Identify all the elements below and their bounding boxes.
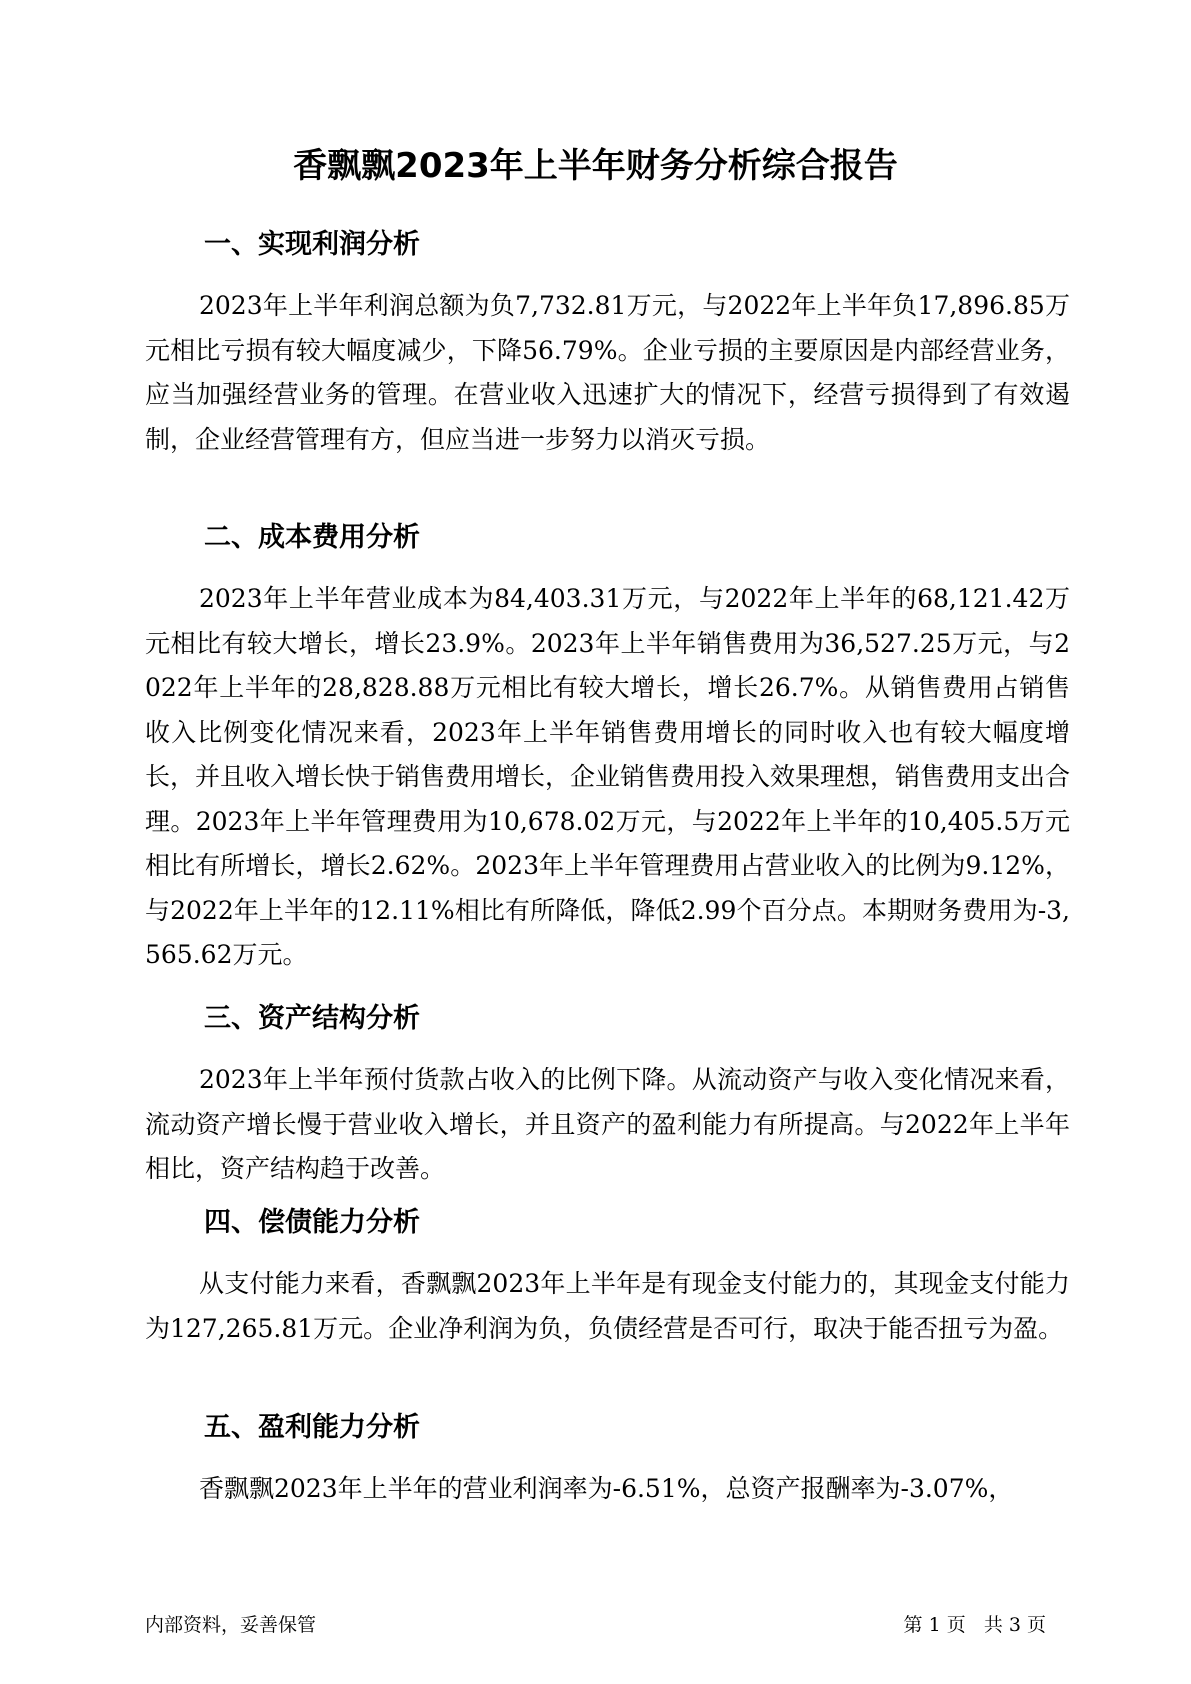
section-paragraph: 2023年上半年利润总额为负7,732.81万元，与2022年上半年负17,896.85万元相比亏损有较大幅度减少，下降56.79%。企业亏损的主要原因是内部经营业务，应当加强经营业务的管理。在营业收入迅速扩大的情况下，经营亏损得到了有效遏制，企业经营管理有方，但应当进一步努力以消灭亏损。 [145, 291, 1070, 454]
section-paragraph: 2023年上半年营业成本为84,403.31万元，与2022年上半年的68,121.42万元相比有较大增长，增长23.9%。2023年上半年销售费用为36,527.25万元，与2022年上半年的28,828.88万元相比有较大增长，增长26.7%。从销售费用占销售收入比例变化情况来看，2023年上半年销售费用增长的同时收入也有较大幅度增长，并且收入增长快于销售费用增长，企业销售费用投入效果理想，销售费用支出合理。2023年上半年管理费用为10,678.02万元，与2022年上半年的10,405.5万元相比有所增长，增长2.62%。2023年上半年管理费用占营业收入的比例为9.12%，与2022年上半年的12.11%相比有所降低，降低2.99个百分点。本期财务费用为-3,565.62万元。 [145, 584, 1071, 969]
section-heading: 五、盈利能力分析 [204, 1412, 420, 1443]
section-paragraph: 香飘飘2023年上半年的营业利润率为-6.51%，总资产报酬率为-3.07%， [199, 1474, 1014, 1503]
footer-page-number: 第 1 页 共 3 页 [903, 1614, 1046, 1636]
section-cost-analysis [145, 521, 1070, 978]
section-asset-structure-analysis [145, 1002, 1070, 1192]
section-profitability-analysis [145, 1411, 1070, 1512]
footer-confidential-note: 内部资料，妥善保管 [145, 1614, 317, 1636]
section-heading: 一、实现利润分析 [204, 229, 420, 260]
section-paragraph: 2023年上半年预付货款占收入的比例下降。从流动资产与收入变化情况来看，流动资产增长慢于营业收入增长，并且资产的盈利能力有所提高。与2022年上半年相比，资产结构趋于改善。 [145, 1065, 1070, 1183]
document-title: 香飘飘2023年上半年财务分析综合报告 [293, 146, 898, 186]
section-profit-analysis [145, 228, 1070, 462]
section-heading: 二、成本费用分析 [204, 522, 420, 553]
section-paragraph: 从支付能力来看，香飘飘2023年上半年是有现金支付能力的，其现金支付能力为127,265.81万元。企业净利润为负，负债经营是否可行，取决于能否扭亏为盈。 [145, 1269, 1070, 1343]
section-heading: 四、偿债能力分析 [204, 1207, 420, 1238]
section-solvency-analysis [145, 1206, 1070, 1351]
section-heading: 三、资产结构分析 [204, 1003, 420, 1034]
